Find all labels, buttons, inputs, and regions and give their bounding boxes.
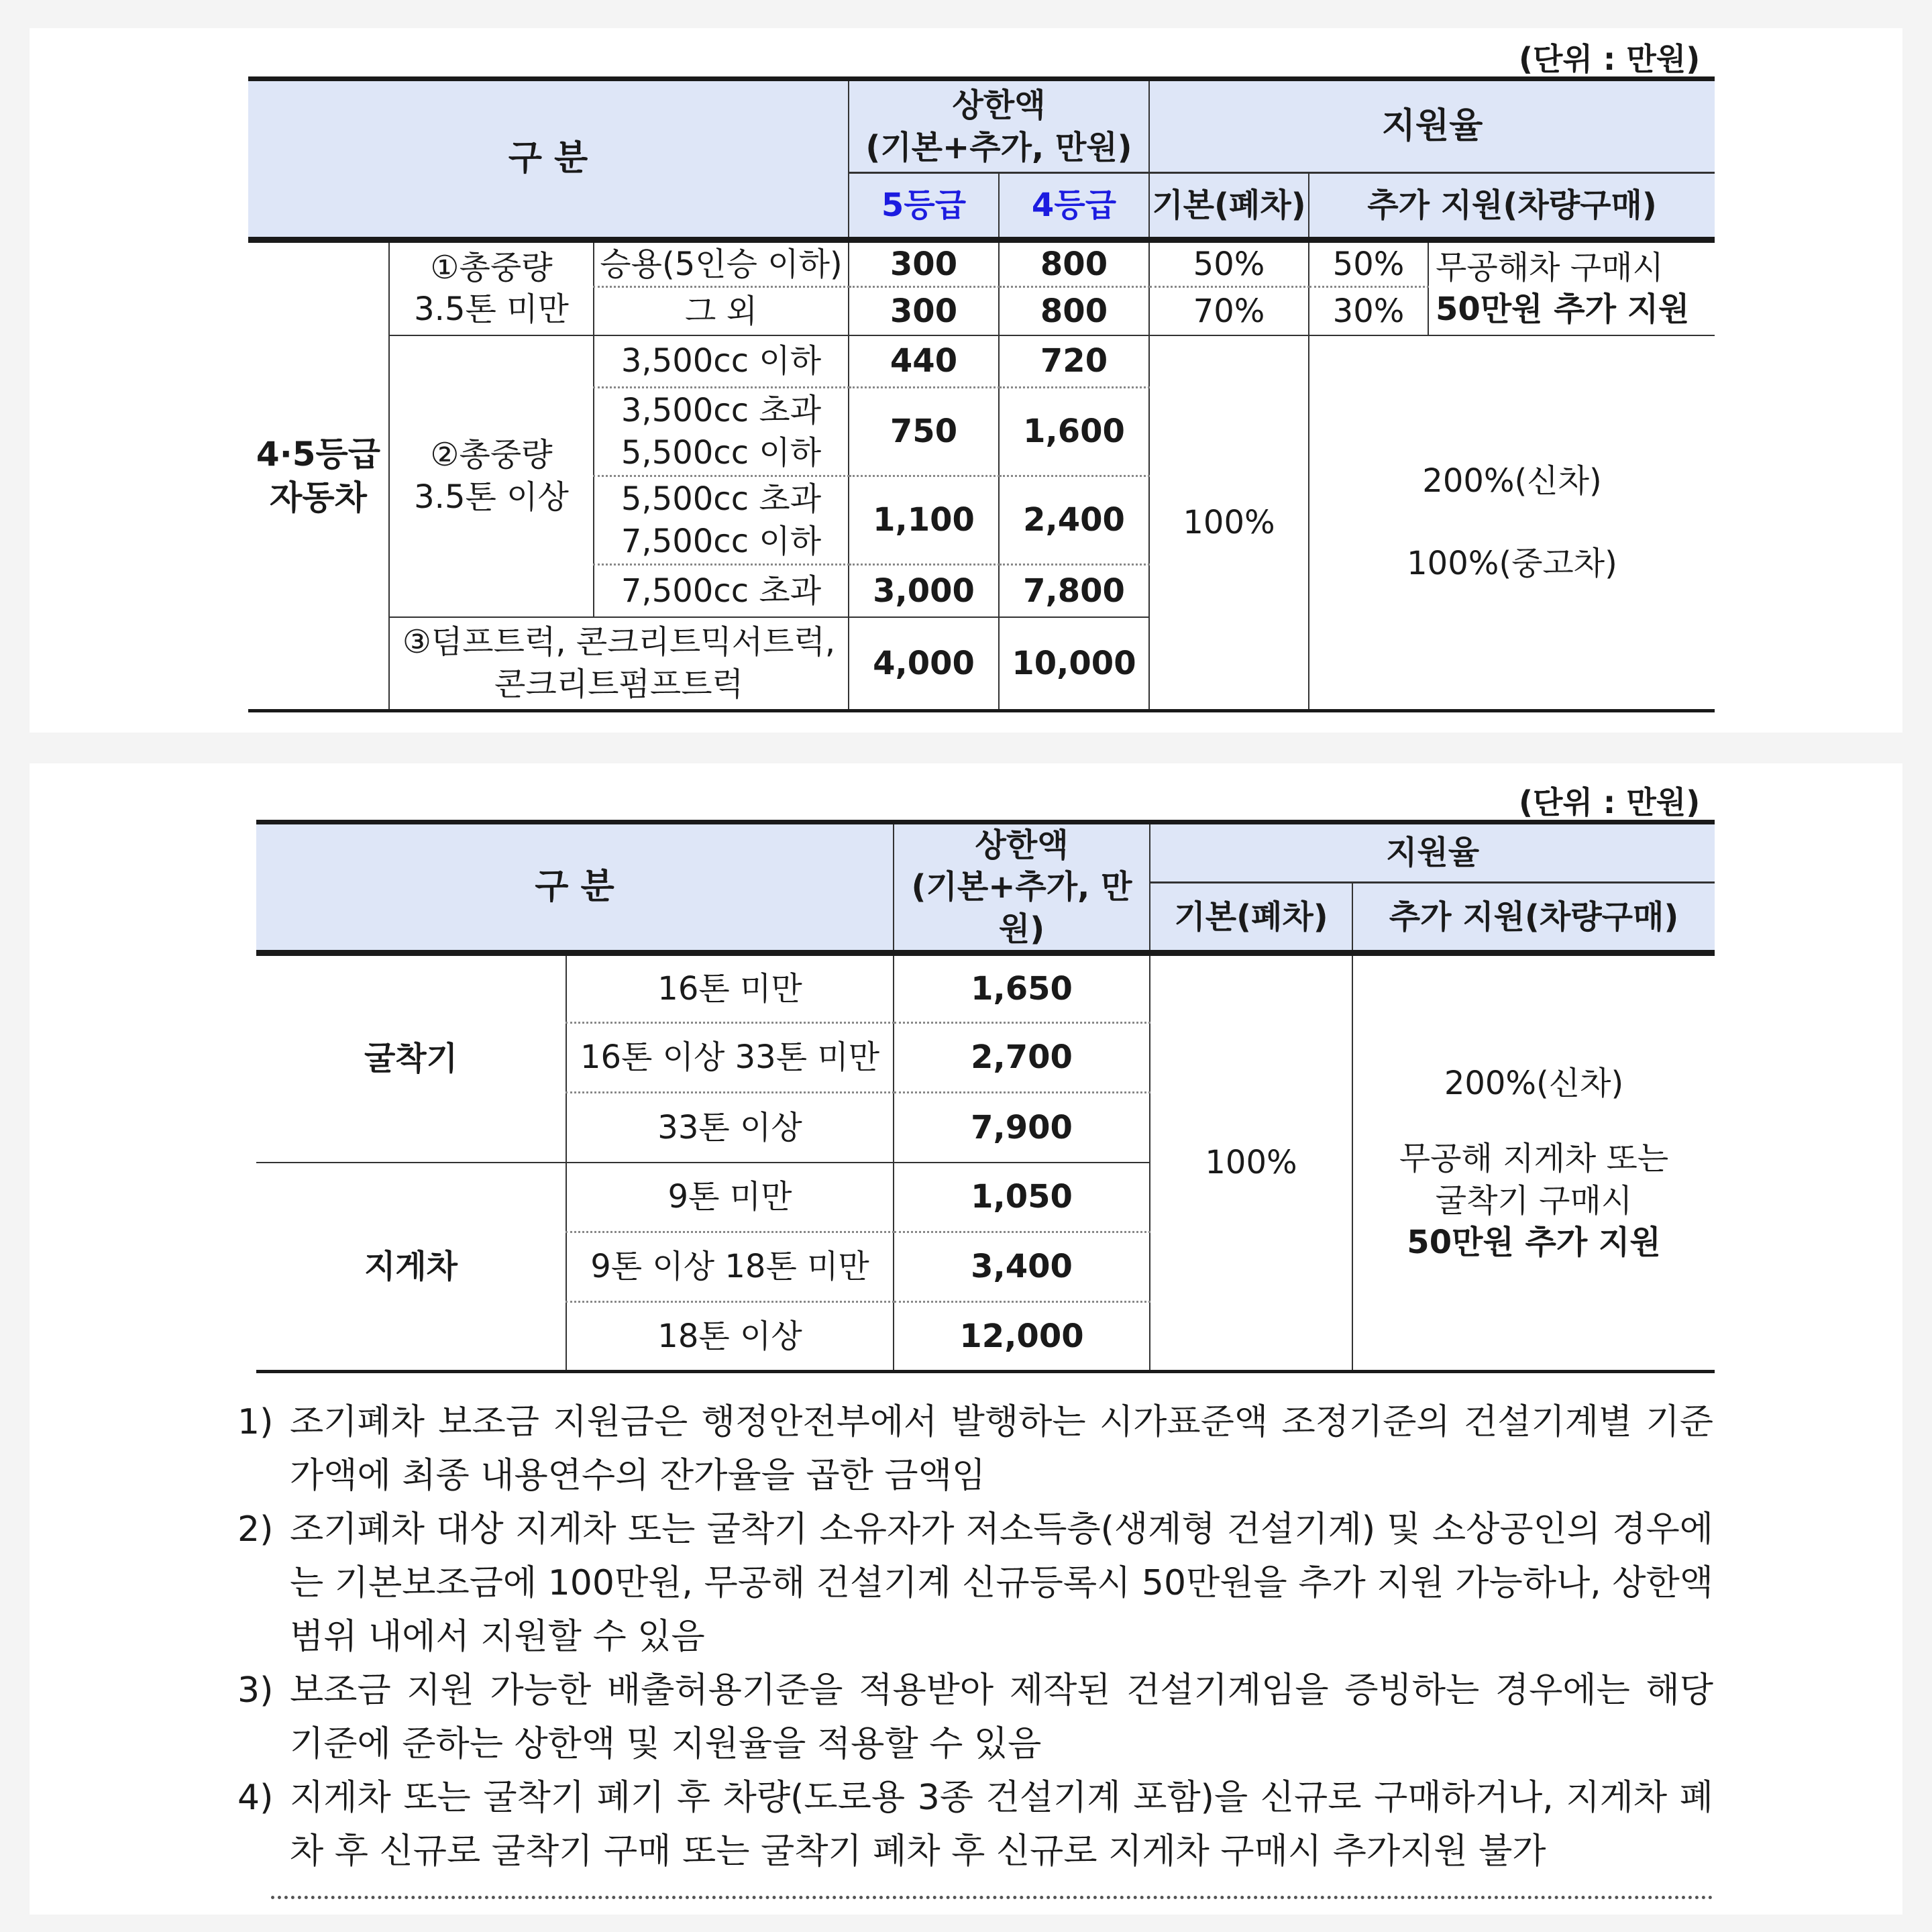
footnotes: [237, 1395, 1713, 1878]
t1-row2-type: 그 외: [594, 287, 849, 335]
t1-row4-type-line1: 3,500cc 초과: [621, 392, 822, 430]
t2-header-basic: 기본(폐차): [1150, 883, 1352, 953]
t1-header-grade4: 4등급: [999, 173, 1149, 240]
t2-fork-row1-spec: 9톤 미만: [566, 1163, 894, 1232]
table1-unit-label: (단위 : 만원): [1519, 41, 1701, 77]
t2-header-category: 구 분: [256, 822, 894, 953]
footnote-2-number: 2): [237, 1509, 274, 1550]
t1-row6-g4: 7,800: [999, 565, 1149, 617]
t2-add-line1: 200%(신차): [1444, 1064, 1624, 1102]
t1-row1-g5: 300: [849, 240, 999, 287]
t2-exc-row2-spec: 16톤 이상 33톤 미만: [566, 1023, 894, 1093]
t1-row5-g5: 1,100: [849, 476, 999, 565]
t1-header-cap-line1: 상한액: [952, 87, 1046, 125]
t1-group-line2: 자동차: [270, 478, 367, 517]
t1-add-large: [1309, 335, 1715, 711]
t2-fork-row1-cap: 1,050: [894, 1163, 1150, 1232]
table1-panel: [30, 28, 1902, 733]
footnote-1-text: 조기폐차 보조금 지원금은 행정안전부에서 발행하는 시가표준액 조정기준의 건설기계별 기준가액에 최종 내용연수의 잔가율을 곱한 금액임: [290, 1402, 1713, 1496]
t1-extra-note-line1: 무공해차 구매시: [1436, 248, 1664, 286]
footnote-2: [237, 1503, 1713, 1664]
t1-row5-g4: 2,400: [999, 476, 1149, 565]
t1-row4-type-line2: 5,500cc 이하: [621, 433, 822, 472]
t1-basic-large: 100%: [1149, 335, 1309, 711]
t1-row5-type: [594, 476, 849, 565]
t2-exc-row3-spec: 33톤 이상: [566, 1093, 894, 1163]
t1-row1-basic: 50%: [1149, 240, 1309, 287]
t1-sub1-line2: 3.5톤 미만: [414, 290, 569, 329]
t2-group-forklift: 지게차: [256, 1163, 566, 1372]
table1: [248, 76, 1715, 712]
table2-unit-label: (단위 : 만원): [1519, 784, 1701, 820]
t1-row7-g4: 10,000: [999, 617, 1149, 711]
t2-fork-row3-cap: 12,000: [894, 1302, 1150, 1372]
t1-sub2-line1: ②총중량: [430, 436, 553, 474]
table2-panel: [30, 763, 1902, 1915]
bottom-divider: [271, 1896, 1713, 1899]
t1-extra-note: [1428, 240, 1715, 335]
t2-fork-row2-spec: 9톤 이상 18톤 미만: [566, 1232, 894, 1302]
t1-header-additional: 추가 지원(차량구매): [1309, 173, 1715, 240]
footnote-1: [237, 1395, 1713, 1503]
t1-sub3-line1: ③덤프트럭, 콘크리트믹서트럭,: [402, 623, 836, 661]
t1-row3-g4: 720: [999, 335, 1149, 388]
t1-row5-type-line1: 5,500cc 초과: [621, 480, 822, 519]
t1-header-cap-line2: (기본+추가, 만원): [865, 128, 1132, 166]
footnote-4-number: 4): [237, 1778, 274, 1818]
t1-header-cap: [849, 79, 1149, 173]
t1-row4-g5: 750: [849, 388, 999, 476]
footnote-4: [237, 1771, 1713, 1878]
t2-header-cap-line2: (기본+추가, 만원): [911, 868, 1132, 948]
t1-sub3: [389, 617, 849, 711]
t1-row4-g4: 1,600: [999, 388, 1149, 476]
t1-group-label: [248, 240, 389, 711]
t2-add: [1352, 953, 1715, 1372]
footnote-1-number: 1): [237, 1402, 274, 1442]
t2-header-cap-line1: 상한액: [975, 826, 1069, 864]
footnote-4-text: 지게차 또는 굴착기 폐기 후 차량(도로용 3종 건설기계 포함)을 신규로 구매하거나, 지게차 폐차 후 신규로 굴착기 구매 또는 굴착기 폐차 후 신규로 지게차 구매시 추가지원 불가: [290, 1778, 1713, 1872]
t1-add-large-line1: 200%(신차): [1422, 462, 1602, 500]
t2-exc-row3-cap: 7,900: [894, 1093, 1150, 1163]
t2-add-line2: 무공해 지게차 또는: [1399, 1140, 1669, 1178]
footnote-3: [237, 1664, 1713, 1771]
t1-row4-type: [594, 388, 849, 476]
t1-header-rate: 지원율: [1149, 79, 1715, 173]
t2-fork-row3-spec: 18톤 이상: [566, 1302, 894, 1372]
footnote-3-text: 보조금 지원 가능한 배출허용기준을 적용받아 제작된 건설기계임을 증빙하는 경우에는 해당 기준에 준하는 상한액 및 지원율을 적용할 수 있음: [290, 1670, 1713, 1764]
t1-row1-add: 50%: [1309, 240, 1428, 287]
t1-row5-type-line2: 7,500cc 이하: [621, 522, 822, 560]
t1-add-large-line2: 100%(중고차): [1407, 544, 1617, 582]
t1-row3-g5: 440: [849, 335, 999, 388]
table2: [256, 820, 1715, 1373]
t2-group-excavator: 굴착기: [256, 953, 566, 1163]
t2-add-line3: 굴착기 구매시: [1435, 1181, 1633, 1220]
t1-header-category: 구 분: [248, 79, 849, 240]
t2-fork-row2-cap: 3,400: [894, 1232, 1150, 1302]
footnote-3-number: 3): [237, 1670, 274, 1711]
t1-sub2: [389, 335, 594, 617]
t1-sub1-line1: ①총중량: [430, 248, 553, 286]
t1-row2-g4: 800: [999, 287, 1149, 335]
t1-row7-g5: 4,000: [849, 617, 999, 711]
t2-exc-row1-spec: 16톤 미만: [566, 953, 894, 1023]
t2-header-additional: 추가 지원(차량구매): [1352, 883, 1715, 953]
t2-header-rate: 지원율: [1150, 822, 1715, 883]
t1-row6-type: 7,500cc 초과: [594, 565, 849, 617]
t1-sub1: [389, 240, 594, 335]
t1-row2-basic: 70%: [1149, 287, 1309, 335]
t1-row1-g4: 800: [999, 240, 1149, 287]
t2-header-cap: [894, 822, 1150, 953]
t2-exc-row1-cap: 1,650: [894, 953, 1150, 1023]
t1-row6-g5: 3,000: [849, 565, 999, 617]
t1-sub2-line2: 3.5톤 이상: [414, 478, 569, 516]
t1-header-basic: 기본(폐차): [1149, 173, 1309, 240]
t1-row2-g5: 300: [849, 287, 999, 335]
t1-header-grade5: 5등급: [849, 173, 999, 240]
t1-row2-add: 30%: [1309, 287, 1428, 335]
t1-extra-note-line2: 50만원 추가 지원: [1436, 290, 1690, 329]
t2-basic-rate: 100%: [1150, 953, 1352, 1372]
t1-row3-type: 3,500cc 이하: [594, 335, 849, 388]
t1-sub3-line2: 콘크리트펌프트럭: [494, 665, 743, 703]
t2-add-line4: 50만원 추가 지원: [1407, 1224, 1661, 1262]
t2-exc-row2-cap: 2,700: [894, 1023, 1150, 1093]
t1-group-line1: 4·5등급: [256, 434, 381, 474]
t1-row1-type: 승용(5인승 이하): [594, 240, 849, 287]
footnote-2-text: 조기폐차 대상 지게차 또는 굴착기 소유자가 저소득층(생계형 건설기계) 및 소상공인의 경우에는 기본보조금에 100만원, 무공해 건설기계 신규등록시 50만원을 추가 지원 가능하나, 상한액 범위 내에서 지원할 수 있음: [290, 1509, 1713, 1657]
